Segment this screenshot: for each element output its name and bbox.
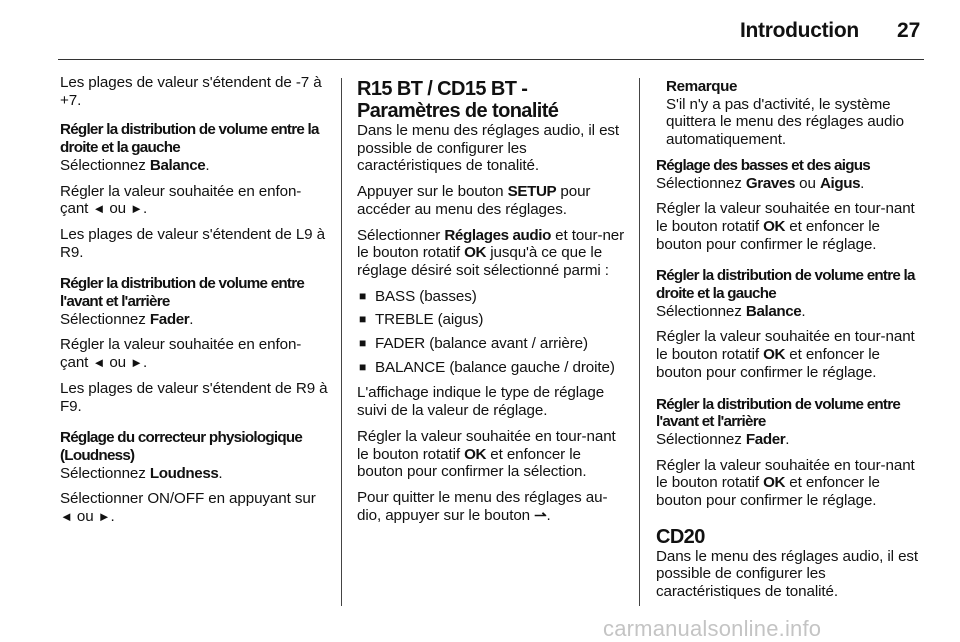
note-title: Remarque bbox=[666, 78, 738, 95]
bass-treble-heading: Réglage des basses et des aigus bbox=[656, 156, 870, 174]
loudness-term: Loudness bbox=[149, 464, 219, 482]
text: jusqu'à ce que le réglage désiré soit sélectionné parmi : bbox=[357, 244, 609, 279]
list-item: ■ TREBLE (aigus) bbox=[357, 311, 625, 329]
balance-term: Balance bbox=[745, 302, 802, 320]
text: Sélectionnez bbox=[656, 430, 746, 448]
cd20-heading: CD20 bbox=[656, 525, 705, 548]
cd20-text: Dans le menu des réglages audio, il est possible de configurer les caractéristiques de tonalité. bbox=[656, 547, 919, 601]
text: ou bbox=[105, 354, 131, 372]
left-arrow-icon: ◄ bbox=[92, 201, 106, 217]
range-text: Les plages de valeur s'étendent de -7 à +7. bbox=[60, 74, 322, 109]
balance-select-2 bbox=[656, 303, 924, 321]
text: . bbox=[142, 354, 148, 372]
tone-settings-heading: R15 BT / CD15 BT - Paramètres de tonalité bbox=[357, 78, 559, 122]
text: . bbox=[801, 302, 806, 320]
ok-term: OK bbox=[763, 474, 786, 492]
text: . bbox=[189, 310, 194, 328]
list-item: ■ BALANCE (balance gauche / droite) bbox=[357, 359, 625, 377]
text: et enfoncer le bouton pour confirmer le réglage. bbox=[656, 474, 880, 510]
ok-term: OK bbox=[464, 445, 487, 463]
right-arrow-icon: ► bbox=[130, 355, 143, 371]
text: Régler la valeur souhaitée en tour-nant le bouton rotatif bbox=[656, 328, 915, 364]
right-arrow-icon: ► bbox=[97, 509, 111, 525]
text: et enfoncer le bouton pour confirmer la sélection. bbox=[357, 445, 587, 481]
text: Appuyer sur le bouton bbox=[357, 183, 508, 201]
text: Sélectionner ON/OFF en appuyant sur bbox=[60, 490, 316, 508]
text: et enfoncer le bouton pour confirmer le réglage. bbox=[656, 346, 880, 381]
page-number: 27 bbox=[897, 19, 921, 42]
text: Sélectionnez bbox=[60, 464, 150, 482]
text: Sélectionnez bbox=[656, 302, 746, 320]
loudness-select bbox=[60, 465, 328, 483]
right-arrow-icon: ► bbox=[130, 201, 143, 217]
text: . bbox=[218, 464, 223, 482]
text: . bbox=[546, 506, 551, 524]
balance-adjust-2 bbox=[656, 328, 924, 381]
tone-intro: Dans le menu des réglages audio, il est possible de configurer les caractéristiques de tonalité. bbox=[357, 122, 620, 175]
balance-range: Les plages de valeur s'étendent de L9 à R9. bbox=[60, 225, 325, 261]
balance-heading-2: Régler la distribution de volume entre la droite et la gauche bbox=[656, 267, 915, 303]
text: ou bbox=[795, 174, 820, 192]
setup-instruction bbox=[357, 183, 625, 218]
ok-term: OK bbox=[763, 346, 786, 364]
balance-term: Balance bbox=[149, 156, 206, 174]
aigus-term: Aigus bbox=[819, 174, 861, 192]
text: ou bbox=[72, 508, 98, 526]
loudness-heading: Réglage du correcteur physiologique (Loudness) bbox=[60, 429, 303, 464]
text: pour accéder au menu des réglages. bbox=[357, 183, 591, 218]
loudness-onoff bbox=[60, 490, 328, 525]
balance-select bbox=[60, 157, 328, 175]
bass-adjust bbox=[656, 200, 924, 253]
text: . bbox=[785, 430, 790, 448]
fader-term: Fader bbox=[149, 310, 190, 328]
column-3 bbox=[656, 78, 924, 609]
audio-settings-instruction bbox=[357, 227, 625, 280]
note-text: S'il n'y a pas d'activité, le système quittera le menu des réglages audio automatiquement. bbox=[666, 95, 904, 149]
text: . bbox=[110, 508, 115, 526]
ok-term: OK bbox=[464, 244, 487, 262]
fader-adjust-2 bbox=[656, 457, 924, 510]
fader-select bbox=[60, 311, 328, 329]
fader-adjust bbox=[60, 336, 328, 371]
text: . bbox=[142, 200, 148, 218]
quit-instruction bbox=[357, 489, 625, 524]
left-arrow-icon: ◄ bbox=[60, 509, 73, 525]
text: Régler la valeur souhaitée en tour-nant le bouton rotatif bbox=[357, 427, 616, 463]
fader-select-2 bbox=[656, 431, 924, 449]
left-arrow-icon: ◄ bbox=[92, 355, 106, 371]
text: ou bbox=[105, 200, 131, 218]
header-rule bbox=[58, 59, 924, 60]
column-divider-1 bbox=[341, 78, 342, 606]
text: . bbox=[860, 174, 865, 192]
graves-term: Graves bbox=[745, 174, 796, 192]
audio-settings-term: Réglages audio bbox=[444, 226, 552, 244]
text: Sélectionnez bbox=[60, 156, 150, 174]
column-1 bbox=[60, 74, 328, 534]
section-title: Introduction bbox=[740, 19, 859, 42]
back-icon: ⇀ bbox=[534, 506, 547, 524]
page-header bbox=[0, 0, 960, 66]
ok-term: OK bbox=[763, 217, 786, 235]
note-box bbox=[656, 78, 924, 149]
setup-term: SETUP bbox=[507, 183, 557, 201]
watermark-text: carmanualsonline.info bbox=[603, 616, 822, 641]
bass-treble-select bbox=[656, 175, 924, 193]
tone-options-list bbox=[357, 288, 625, 377]
balance-heading: Régler la distribution de volume entre la droite et la gauche bbox=[60, 121, 319, 157]
fader-term: Fader bbox=[745, 430, 786, 448]
list-item: ■ FADER (balance avant / arrière) bbox=[357, 335, 625, 353]
fader-heading-2: Régler la distribution de volume entre l'avant et l'arrière bbox=[656, 395, 901, 431]
fader-heading: Régler la distribution de volume entre l'avant et l'arrière bbox=[60, 275, 305, 311]
text: Régler la valeur souhaitée en tour-nant le bouton rotatif bbox=[656, 200, 915, 235]
text: Régler la valeur souhaitée en enfon-çant bbox=[60, 336, 302, 372]
adjust-instruction bbox=[357, 428, 625, 481]
column-2 bbox=[357, 78, 625, 532]
text: et enfoncer le bouton pour confirmer le réglage. bbox=[656, 217, 880, 253]
text: Régler la valeur souhaitée en tour-nant le bouton rotatif bbox=[656, 456, 915, 492]
text: Sélectionnez bbox=[656, 174, 746, 192]
text: Régler la valeur souhaitée en enfon-çant bbox=[60, 182, 302, 218]
column-divider-2 bbox=[639, 78, 640, 606]
text: Sélectionner bbox=[357, 226, 445, 244]
text: Pour quitter le menu des réglages au-dio, appuyer sur le bouton bbox=[357, 488, 608, 524]
text: Sélectionnez bbox=[60, 310, 150, 328]
fader-range: Les plages de valeur s'étendent de R9 à F9. bbox=[60, 379, 328, 415]
display-text: L'affichage indique le type de réglage suivi de la valeur de réglage. bbox=[357, 384, 605, 420]
text: . bbox=[205, 156, 210, 174]
balance-adjust bbox=[60, 183, 328, 218]
text: et tour-ner le bouton rotatif bbox=[357, 226, 625, 262]
list-item: ■ BASS (basses) bbox=[357, 288, 625, 306]
